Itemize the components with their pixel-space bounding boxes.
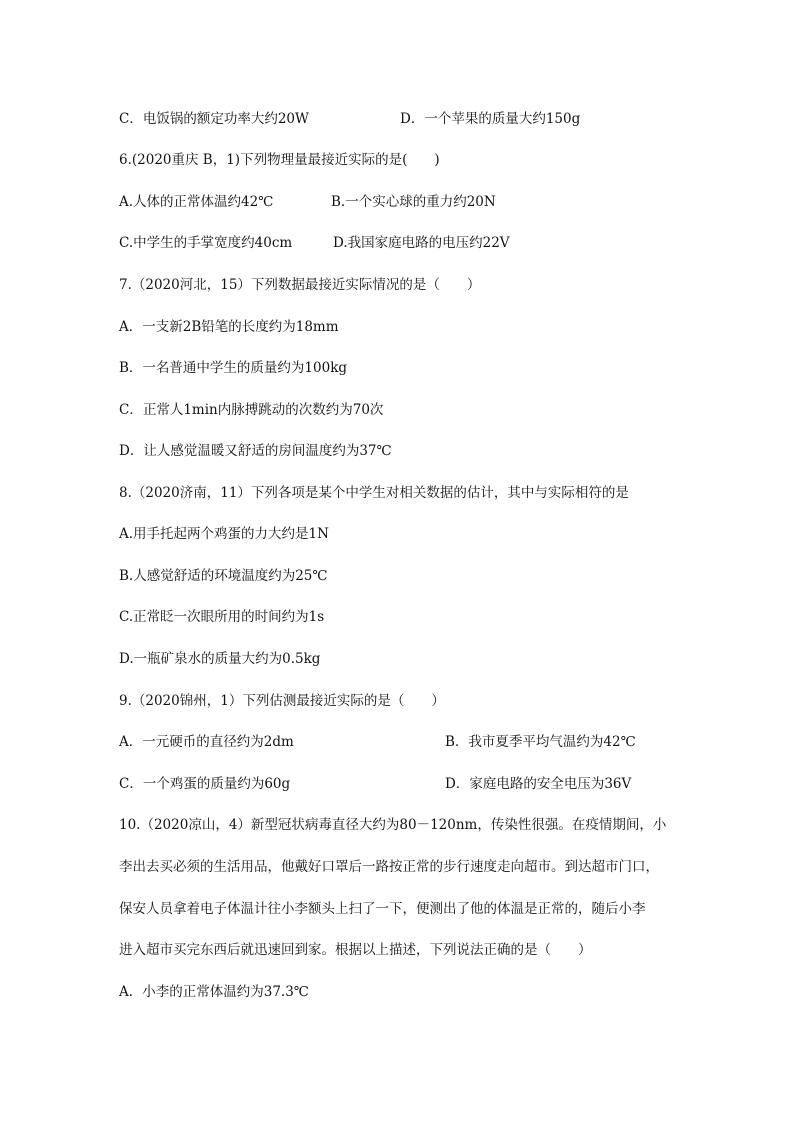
q7-option-c: C．正常人1min内脉搏跳动的次数约为70次: [119, 402, 384, 418]
q5-option-d: D．一个苹果的质量大约150g: [400, 111, 581, 127]
q6-option-c: C.中学生的手掌宽度约40cm: [119, 235, 293, 251]
q5-option-c: C．电饭锅的额定功率大约20W: [119, 111, 309, 127]
q9-option-c: C．一个鸡蛋的质量约为60g: [119, 776, 291, 792]
q6-option-d: D.我国家庭电路的电压约22V: [333, 235, 510, 251]
q8-option-a: A.用手托起两个鸡蛋的力大约是1N: [119, 526, 329, 542]
q9-option-a: A．一元硬币的直径约为2dm: [119, 734, 294, 750]
q10-stem-line-1: 10.（2020凉山，4）新型冠状病毒直径大约为80－120nm，传染性很强。在疫情期间，小: [119, 817, 667, 833]
q10-stem-line-2: 李出去买必须的生活用品，他戴好口罩后一路按正常的步行速度走向超市。到达超市门口，: [119, 859, 659, 875]
q8-option-d: D.一瓶矿泉水的质量大约为0.5kg: [119, 651, 321, 667]
q8-option-c: C.正常眨一次眼所用的时间约为1s: [119, 609, 325, 625]
q10-stem-line-4: 进入超市买完东西后就迅速回到家。根据以上描述，下列说法正确的是（ ）: [119, 942, 592, 958]
q6-stem: 6.(2020重庆 B，1)下列物理量最接近实际的是( ): [119, 152, 440, 168]
q8-stem: 8.（2020济南，11）下列各项是某个中学生对相关数据的估计，其中与实际相符的是: [119, 485, 629, 501]
q9-option-d: D．家庭电路的安全电压为36V: [445, 776, 632, 792]
q7-option-a: A．一支新2B铅笔的长度约为18mm: [119, 319, 339, 335]
q6-option-b: B.一个实心球的重力约20N: [331, 194, 496, 210]
q7-option-b: B．一名普通中学生的质量约为100kg: [119, 360, 348, 376]
q6-option-a: A.人体的正常体温约42℃: [119, 194, 274, 210]
q10-stem-line-3: 保安人员拿着电子体温计往小李额头上扫了一下，便测出了他的体温是正常的，随后小李: [119, 901, 646, 917]
q9-option-b: B．我市夏季平均气温约为42℃: [445, 734, 636, 750]
q8-option-b: B.人感觉舒适的环境温度约为25℃: [119, 568, 328, 584]
q9-stem: 9.（2020锦州，1）下列估测最接近实际的是（ ）: [119, 693, 445, 709]
q10-option-a: A．小李的正常体温约为37.3℃: [119, 984, 309, 1000]
q7-option-d: D．让人感觉温暖又舒适的房间温度约为37℃: [119, 443, 392, 459]
q7-stem: 7.（2020河北，15）下列数据最接近实际情况的是（ ）: [119, 277, 481, 293]
